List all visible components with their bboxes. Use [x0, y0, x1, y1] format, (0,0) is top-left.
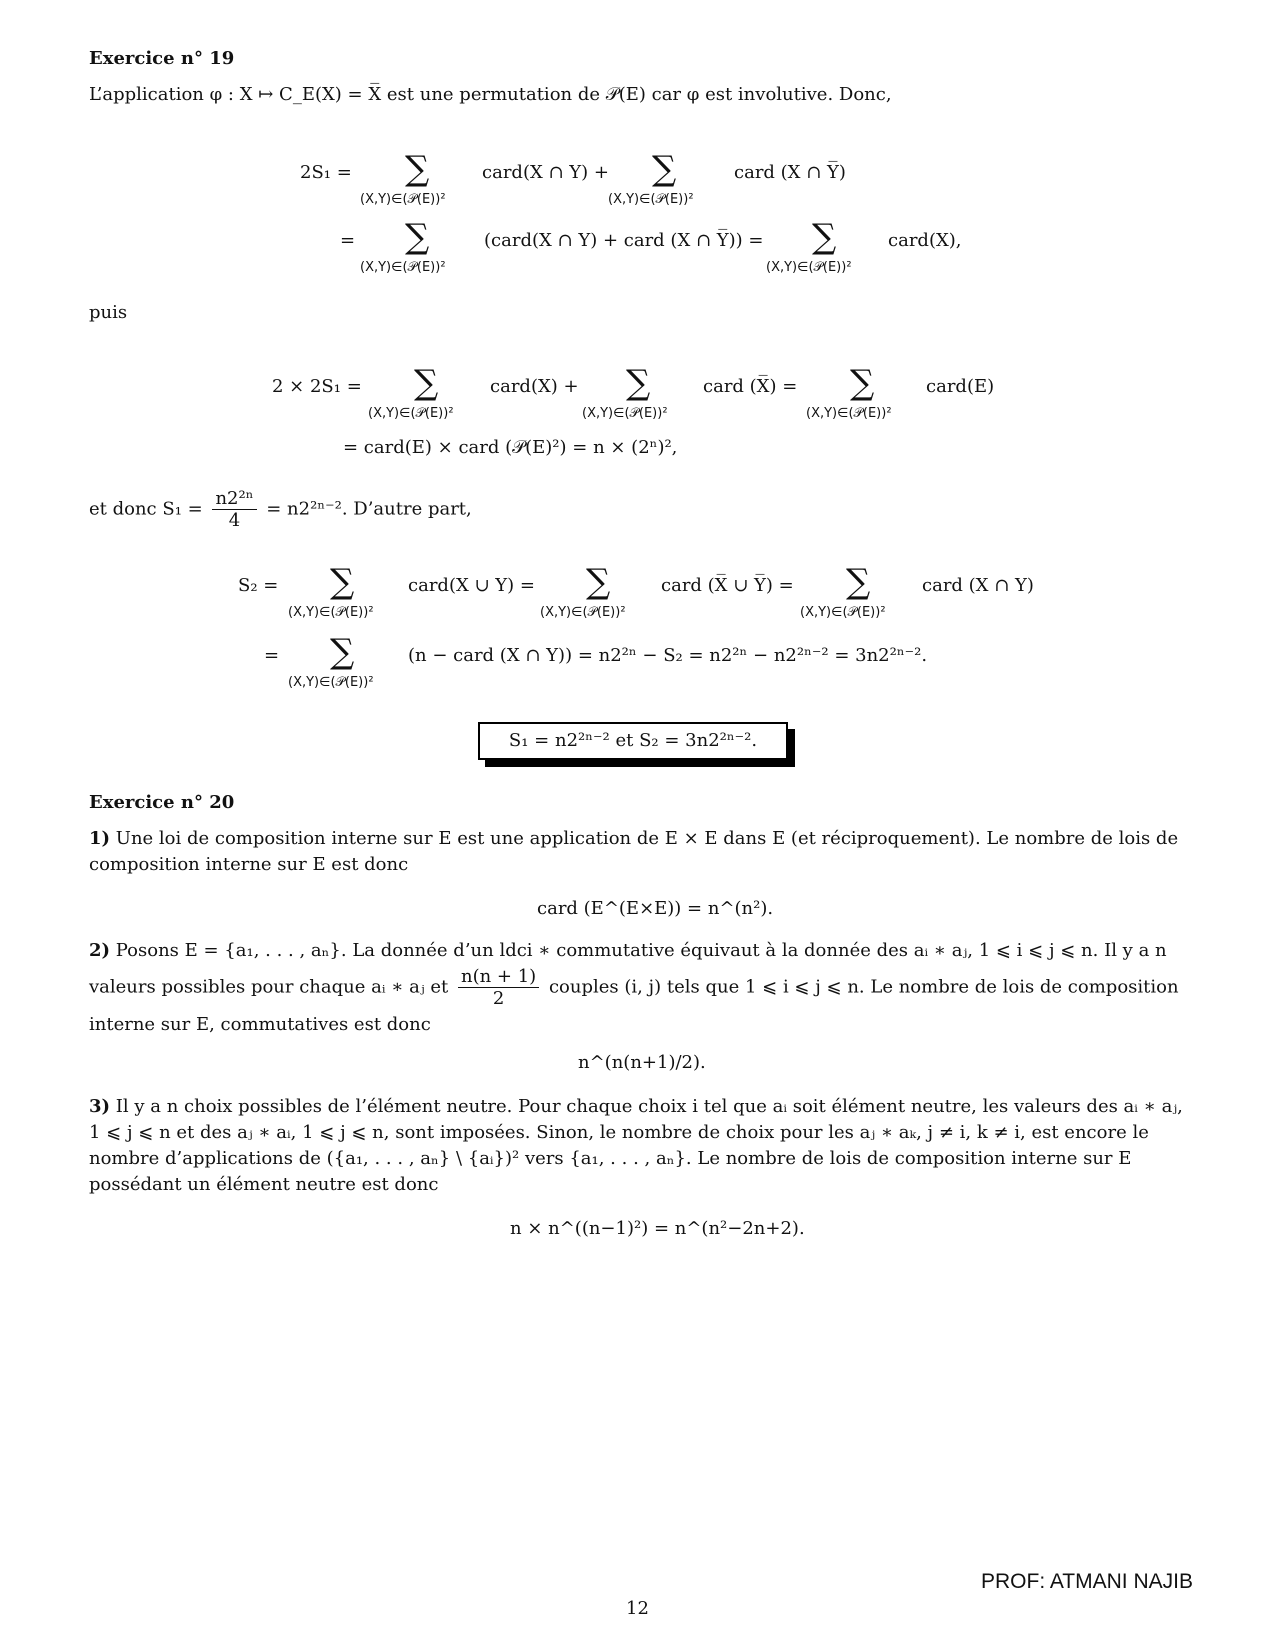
part1-text: Une loi de composition interne sur E est une application de E × E dans E (et réciproquement). Le nombre de lois de composition interne sur E est donc: [89, 828, 1179, 875]
part2-pre: valeurs possibles pour chaque aᵢ ∗ aⱼ et: [89, 976, 449, 998]
eq1-term2: card (X ∩ Y̅): [734, 162, 846, 183]
part2-text-a: Posons E = {a₁, . . . , aₙ}. La donnée d’un ldci ∗ commutative équivaut à la donnée des aᵢ ∗ aⱼ, 1 ⩽ i ⩽ j ⩽ n. Il y a n: [115, 940, 1167, 961]
formula-3: n × n^((n−1)²) = n^(n²−2n+2).: [510, 1218, 805, 1239]
sum-symbol: ∑: [330, 632, 355, 672]
exercise-19-title: Exercice n° 19: [89, 48, 235, 69]
sum-symbol: ∑: [414, 363, 439, 403]
part-label: 3): [89, 1096, 111, 1117]
page-number: 12: [626, 1598, 649, 1619]
exercise-20-title: Exercice n° 20: [89, 792, 235, 813]
sum-subscript: (X,Y)∈(𝒫(E))²: [288, 605, 374, 620]
eq1-term3: (card(X ∩ Y) + card (X ∩ Y̅)) =: [484, 230, 764, 251]
sum-symbol: ∑: [846, 562, 871, 602]
sum-symbol: ∑: [812, 217, 837, 257]
sum-symbol: ∑: [330, 562, 355, 602]
eq2-term2: card (X̅) =: [703, 376, 798, 397]
eq2-line2: = card(E) × card (𝒫(E)²) = n × (2ⁿ)²,: [343, 437, 678, 458]
sum-subscript: (X,Y)∈(𝒫(E))²: [800, 605, 886, 620]
s1-post: = n2²ⁿ⁻². D’autre part,: [266, 498, 472, 520]
sum-subscript: (X,Y)∈(𝒫(E))²: [368, 406, 454, 421]
eq3-term2: card (X̅ ∪ Y̅) =: [661, 575, 794, 596]
sum-symbol: ∑: [405, 217, 430, 257]
fraction-denominator: 2: [492, 988, 505, 1009]
eq3-term3: card (X ∩ Y): [922, 575, 1034, 596]
ex20-part2-line2: [89, 966, 1179, 1009]
s1-pre: et donc S₁ =: [89, 498, 203, 520]
eq1-lhs: 2S₁ =: [300, 162, 352, 183]
exercise-19-intro: L’application φ : X ↦ C_E(X) = X̅ est une permutation de 𝒫(E) car φ est involutive. Donc,: [89, 84, 892, 105]
eq3-equals: =: [264, 645, 280, 666]
sum-subscript: (X,Y)∈(𝒫(E))²: [582, 406, 668, 421]
couples-fraction: [458, 966, 539, 1009]
part-label: 1): [89, 828, 111, 849]
fraction-numerator: n2²ⁿ: [212, 488, 256, 510]
eq3-term4: (n − card (X ∩ Y)) = n2²ⁿ − S₂ = n2²ⁿ − n2²ⁿ⁻² = 3n2²ⁿ⁻².: [408, 645, 928, 666]
ex20-part3: [89, 1094, 1189, 1198]
part3-text: Il y a n choix possibles de l’élément neutre. Pour chaque choix i tel que aᵢ soit élément neutre, les valeurs des aᵢ ∗ aⱼ, 1 ⩽ j ⩽ n et des aⱼ ∗ aᵢ, 1 ⩽ j ⩽ n, sont imposées. Sinon, le nombre de choix pour les aⱼ ∗ aₖ, j ≠ i, k ≠ i, est encore le nombre d’applications de ({a₁, . . . , aₙ} \ {aᵢ})² vers {a₁, . . . , aₙ}. Le nombre de lois de composition interne sur E possédant un élément neutre est donc: [89, 1096, 1183, 1195]
eq3-term1: card(X ∪ Y) =: [408, 575, 536, 596]
formula-2: n^(n(n+1)/2).: [578, 1052, 706, 1073]
ex20-part1: [89, 826, 1189, 878]
sum-symbol: ∑: [652, 149, 677, 189]
eq1-term4: card(X),: [888, 230, 962, 251]
formula-1: card (E^(E×E)) = n^(n²).: [537, 898, 774, 919]
sum-symbol: ∑: [850, 363, 875, 403]
sum-symbol: ∑: [626, 363, 651, 403]
sum-subscript: (X,Y)∈(𝒫(E))²: [608, 192, 694, 207]
sum-symbol: ∑: [405, 149, 430, 189]
ex20-part2-line1: [89, 940, 1167, 961]
sum-symbol: ∑: [586, 562, 611, 602]
s1-fraction: [212, 488, 256, 531]
sum-subscript: (X,Y)∈(𝒫(E))²: [540, 605, 626, 620]
sum-subscript: (X,Y)∈(𝒫(E))²: [360, 192, 446, 207]
sum-subscript: (X,Y)∈(𝒫(E))²: [360, 260, 446, 275]
sum-subscript: (X,Y)∈(𝒫(E))²: [288, 675, 374, 690]
boxed-result: S₁ = n2²ⁿ⁻² et S₂ = 3n2²ⁿ⁻².: [478, 722, 788, 760]
part2-post: couples (i, j) tels que 1 ⩽ i ⩽ j ⩽ n. Le nombre de lois de composition: [548, 976, 1179, 998]
author-credit: PROF: ATMANI NAJIB: [981, 1570, 1193, 1593]
eq1-equals: =: [340, 230, 356, 251]
fraction-numerator: n(n + 1): [458, 966, 539, 988]
puis-text: puis: [89, 302, 128, 323]
sum-subscript: (X,Y)∈(𝒫(E))²: [766, 260, 852, 275]
eq2-term3: card(E): [926, 376, 995, 397]
sum-subscript: (X,Y)∈(𝒫(E))²: [806, 406, 892, 421]
eq2-term1: card(X) +: [490, 376, 579, 397]
eq3-lhs: S₂ =: [238, 575, 279, 596]
eq1-term1: card(X ∩ Y) +: [482, 162, 610, 183]
s1-result-line: [89, 488, 472, 531]
fraction-denominator: 4: [228, 510, 241, 531]
part-label: 2): [89, 940, 111, 961]
eq2-lhs: 2 × 2S₁ =: [272, 376, 362, 397]
ex20-part2-line3: interne sur E, commutatives est donc: [89, 1014, 431, 1035]
